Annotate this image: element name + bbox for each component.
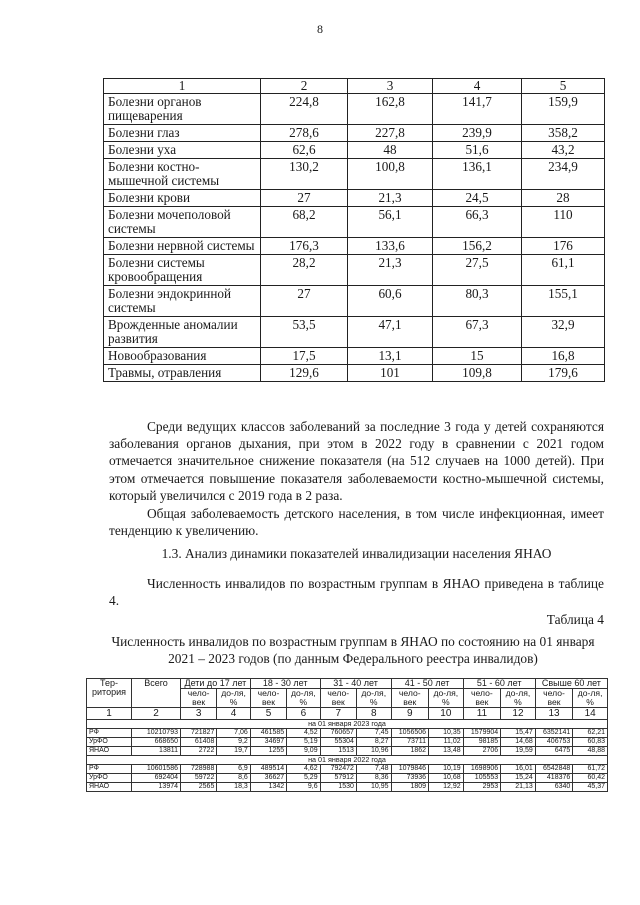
table4-group-header — [87, 679, 608, 689]
group-header-18-30: 18 - 30 лет — [250, 679, 320, 689]
disability-table — [86, 678, 608, 792]
value-cell: 9,6 — [287, 783, 320, 792]
rate-cell: 15 — [433, 348, 522, 365]
people-subheader: чело-век — [320, 689, 356, 708]
rate-cell: 13,1 — [348, 348, 433, 365]
rate-cell: 17,5 — [261, 348, 348, 365]
column-index: 5 — [250, 708, 286, 720]
header-cell: 2 — [261, 79, 348, 94]
value-cell: 8,6 — [217, 774, 250, 783]
rate-cell: 227,8 — [348, 125, 433, 142]
value-cell: 21,13 — [501, 783, 536, 792]
table-title: Численность инвалидов по возрастным группам в ЯНАО по состоянию на 01 января 2021 – 2023 годов (по данным Федерального реестра инвалидов) — [111, 634, 595, 667]
value-cell: 15,47 — [501, 729, 536, 738]
territory-header: Тер-ритория — [87, 679, 132, 708]
value-cell: 13,48 — [429, 747, 464, 756]
value-cell: 7,48 — [356, 765, 391, 774]
table-row — [87, 765, 608, 774]
value-cell: 1579904 — [463, 729, 501, 738]
value-cell: 1530 — [320, 783, 356, 792]
value-cell: 105553 — [463, 774, 501, 783]
region-cell: УрФО — [87, 738, 132, 747]
value-cell: 1698906 — [463, 765, 501, 774]
people-subheader: чело-век — [535, 689, 573, 708]
rate-cell: 130,2 — [261, 159, 348, 190]
people-subheader: чело-век — [463, 689, 501, 708]
column-index: 2 — [132, 708, 181, 720]
column-index: 6 — [287, 708, 320, 720]
header-cell: 5 — [522, 79, 605, 94]
value-cell: 57912 — [320, 774, 356, 783]
column-index: 14 — [573, 708, 608, 720]
value-cell: 8,36 — [356, 774, 391, 783]
share-subheader: до-ля, % — [287, 689, 320, 708]
rate-cell: 162,8 — [348, 94, 433, 125]
rate-cell: 133,6 — [348, 238, 433, 255]
value-cell: 418376 — [535, 774, 573, 783]
value-cell: 721827 — [181, 729, 217, 738]
column-index: 13 — [535, 708, 573, 720]
value-cell: 1809 — [391, 783, 429, 792]
region-cell: ЯНАО — [87, 747, 132, 756]
rate-cell: 239,9 — [433, 125, 522, 142]
rate-cell: 43,2 — [522, 142, 605, 159]
value-cell: 98185 — [463, 738, 501, 747]
table-row — [104, 365, 605, 382]
rate-cell: 110 — [522, 207, 605, 238]
group-header-31-40: 31 - 40 лет — [320, 679, 391, 689]
column-index: 8 — [356, 708, 391, 720]
value-cell: 4,62 — [287, 765, 320, 774]
table-row — [104, 348, 605, 365]
rate-cell: 51,6 — [433, 142, 522, 159]
value-cell: 13811 — [132, 747, 181, 756]
rate-cell: 141,7 — [433, 94, 522, 125]
value-cell: 10,35 — [429, 729, 464, 738]
value-cell: 36627 — [250, 774, 286, 783]
region-cell: РФ — [87, 729, 132, 738]
people-subheader: чело-век — [250, 689, 286, 708]
region-cell: РФ — [87, 765, 132, 774]
rate-cell: 129,6 — [261, 365, 348, 382]
rate-cell: 27 — [261, 286, 348, 317]
value-cell: 7,45 — [356, 729, 391, 738]
value-cell: 7,06 — [217, 729, 250, 738]
disease-label: Болезни эндокринной системы — [104, 286, 261, 317]
rate-cell: 24,5 — [433, 190, 522, 207]
value-cell: 10601586 — [132, 765, 181, 774]
column-index: 1 — [87, 708, 132, 720]
value-cell: 6340 — [535, 783, 573, 792]
rate-cell: 47,1 — [348, 317, 433, 348]
rate-cell: 100,8 — [348, 159, 433, 190]
rate-cell: 28,2 — [261, 255, 348, 286]
value-cell: 10,96 — [356, 747, 391, 756]
value-cell: 61408 — [181, 738, 217, 747]
table-row — [104, 142, 605, 159]
table-label: Таблица 4 — [546, 612, 604, 627]
disease-label: Болезни органов пищеварения — [104, 94, 261, 125]
value-cell: 18,3 — [217, 783, 250, 792]
value-cell: 10,68 — [429, 774, 464, 783]
column-index: 3 — [181, 708, 217, 720]
value-cell: 19,59 — [501, 747, 536, 756]
group-header-41-50: 41 - 50 лет — [391, 679, 463, 689]
value-cell: 792472 — [320, 765, 356, 774]
table-row — [104, 159, 605, 190]
value-cell: 61,72 — [573, 765, 608, 774]
value-cell: 9,2 — [217, 738, 250, 747]
header-cell: 3 — [348, 79, 433, 94]
table-row — [104, 255, 605, 286]
value-cell: 60,83 — [573, 738, 608, 747]
disease-label: Болезни крови — [104, 190, 261, 207]
table-row — [104, 286, 605, 317]
group-header-60-plus: Свыше 60 лет — [535, 679, 607, 689]
value-cell: 1862 — [391, 747, 429, 756]
value-cell: 1513 — [320, 747, 356, 756]
value-cell: 6352141 — [535, 729, 573, 738]
value-cell: 73711 — [391, 738, 429, 747]
paragraph-leading-diseases: Среди ведущих классов заболеваний за последние 3 года у детей сохраняются заболевания органов дыхания, при этом в 2022 году в сравнении с 2021 годом отмечается значительное снижение показателя (на 512 случаев на 1000 детей). При этом отмечается повышение показателя заболеваемости костно-мышечной системы, который увеличился с 2019 года в 2 раза. — [109, 419, 604, 503]
value-cell: 1255 — [250, 747, 286, 756]
value-cell: 1342 — [250, 783, 286, 792]
table-row — [104, 94, 605, 125]
table-row — [104, 317, 605, 348]
rate-cell: 234,9 — [522, 159, 605, 190]
rate-cell: 159,9 — [522, 94, 605, 125]
value-cell: 19,7 — [217, 747, 250, 756]
group-header-children: Дети до 17 лет — [181, 679, 251, 689]
rate-cell: 278,6 — [261, 125, 348, 142]
value-cell: 10,95 — [356, 783, 391, 792]
column-index: 10 — [429, 708, 464, 720]
disease-label: Врожденные аномалии развития — [104, 317, 261, 348]
rate-cell: 21,3 — [348, 190, 433, 207]
rate-cell: 179,6 — [522, 365, 605, 382]
disease-label: Болезни нервной системы — [104, 238, 261, 255]
disease-label: Болезни мочеполовой системы — [104, 207, 261, 238]
table4-index-row — [87, 708, 608, 720]
column-index: 9 — [391, 708, 429, 720]
rate-cell: 21,3 — [348, 255, 433, 286]
table-row — [87, 729, 608, 738]
table-row — [87, 738, 608, 747]
rate-cell: 66,3 — [433, 207, 522, 238]
value-cell: 5,29 — [287, 774, 320, 783]
value-cell: 10,19 — [429, 765, 464, 774]
section-heading: 1.3. Анализ динамики показателей инвалидизации населения ЯНАО — [161, 546, 552, 561]
value-cell: 8,27 — [356, 738, 391, 747]
table-row — [104, 207, 605, 238]
rate-cell: 60,6 — [348, 286, 433, 317]
value-cell: 1079846 — [391, 765, 429, 774]
morbidity-table — [103, 78, 605, 382]
value-cell: 2722 — [181, 747, 217, 756]
page-number: 8 — [317, 22, 323, 36]
value-cell: 11,02 — [429, 738, 464, 747]
rate-cell: 109,8 — [433, 365, 522, 382]
share-subheader: до-ля, % — [217, 689, 250, 708]
value-cell: 5,19 — [287, 738, 320, 747]
paragraph-general-morbidity: Общая заболеваемость детского населения, в том числе инфекционная, имеет тенденцию к увеличению. — [109, 506, 604, 539]
value-cell: 62,21 — [573, 729, 608, 738]
value-cell: 2706 — [463, 747, 501, 756]
disease-label: Болезни уха — [104, 142, 261, 159]
rate-cell: 155,1 — [522, 286, 605, 317]
total-header: Всего — [132, 679, 181, 708]
disease-label: Новообразования — [104, 348, 261, 365]
value-cell: 668650 — [132, 738, 181, 747]
rate-cell: 80,3 — [433, 286, 522, 317]
value-cell: 59722 — [181, 774, 217, 783]
people-subheader: чело-век — [391, 689, 429, 708]
rate-cell: 176 — [522, 238, 605, 255]
share-subheader: до-ля, % — [573, 689, 608, 708]
value-cell: 6542848 — [535, 765, 573, 774]
value-cell: 406753 — [535, 738, 573, 747]
value-cell: 15,24 — [501, 774, 536, 783]
value-cell: 9,09 — [287, 747, 320, 756]
header-cell: 1 — [104, 79, 261, 94]
rate-cell: 16,8 — [522, 348, 605, 365]
disease-label: Болезни костно-мышечной системы — [104, 159, 261, 190]
value-cell: 1056506 — [391, 729, 429, 738]
column-index: 4 — [217, 708, 250, 720]
value-cell: 2953 — [463, 783, 501, 792]
rate-cell: 67,3 — [433, 317, 522, 348]
table-row — [87, 774, 608, 783]
rate-cell: 28 — [522, 190, 605, 207]
section-title: на 01 января 2023 года — [87, 720, 608, 729]
group-header-51-60: 51 - 60 лет — [463, 679, 535, 689]
region-cell: УрФО — [87, 774, 132, 783]
value-cell: 12,92 — [429, 783, 464, 792]
table-row — [104, 190, 605, 207]
rate-cell: 156,2 — [433, 238, 522, 255]
disease-label: Болезни системы кровообращения — [104, 255, 261, 286]
value-cell: 489514 — [250, 765, 286, 774]
share-subheader: до-ля, % — [429, 689, 464, 708]
rate-cell: 32,9 — [522, 317, 605, 348]
rate-cell: 136,1 — [433, 159, 522, 190]
rate-cell: 27 — [261, 190, 348, 207]
share-subheader: до-ля, % — [356, 689, 391, 708]
value-cell: 13974 — [132, 783, 181, 792]
value-cell: 60,42 — [573, 774, 608, 783]
column-index: 11 — [463, 708, 501, 720]
value-cell: 55304 — [320, 738, 356, 747]
value-cell: 6475 — [535, 747, 573, 756]
rate-cell: 101 — [348, 365, 433, 382]
rate-cell: 27,5 — [433, 255, 522, 286]
rate-cell: 48 — [348, 142, 433, 159]
column-index: 12 — [501, 708, 536, 720]
value-cell: 4,52 — [287, 729, 320, 738]
table-row — [104, 125, 605, 142]
region-cell: ЯНАО — [87, 783, 132, 792]
disease-label: Болезни глаз — [104, 125, 261, 142]
value-cell: 6,9 — [217, 765, 250, 774]
value-cell: 692404 — [132, 774, 181, 783]
rate-cell: 53,5 — [261, 317, 348, 348]
value-cell: 760657 — [320, 729, 356, 738]
section-title: на 01 января 2022 года — [87, 756, 608, 765]
header-cell: 4 — [433, 79, 522, 94]
share-subheader: до-ля, % — [501, 689, 536, 708]
value-cell: 34697 — [250, 738, 286, 747]
value-cell: 728988 — [181, 765, 217, 774]
rate-cell: 61,1 — [522, 255, 605, 286]
table-row — [87, 783, 608, 792]
value-cell: 45,37 — [573, 783, 608, 792]
value-cell: 10210793 — [132, 729, 181, 738]
rate-cell: 176,3 — [261, 238, 348, 255]
rate-cell: 68,2 — [261, 207, 348, 238]
people-subheader: чело-век — [181, 689, 217, 708]
rate-cell: 56,1 — [348, 207, 433, 238]
rate-cell: 358,2 — [522, 125, 605, 142]
section-row — [87, 720, 608, 729]
value-cell: 16,01 — [501, 765, 536, 774]
table-row — [104, 238, 605, 255]
paragraph-disabled-count: Численность инвалидов по возрастным группам в ЯНАО приведена в таблице 4. — [109, 576, 604, 609]
value-cell: 73936 — [391, 774, 429, 783]
column-index: 7 — [320, 708, 356, 720]
rate-cell: 62,6 — [261, 142, 348, 159]
value-cell: 461585 — [250, 729, 286, 738]
rate-cell: 224,8 — [261, 94, 348, 125]
value-cell: 14,68 — [501, 738, 536, 747]
table-header-row — [104, 79, 605, 94]
value-cell: 2565 — [181, 783, 217, 792]
disease-label: Травмы, отравления — [104, 365, 261, 382]
section-row — [87, 756, 608, 765]
value-cell: 48,88 — [573, 747, 608, 756]
